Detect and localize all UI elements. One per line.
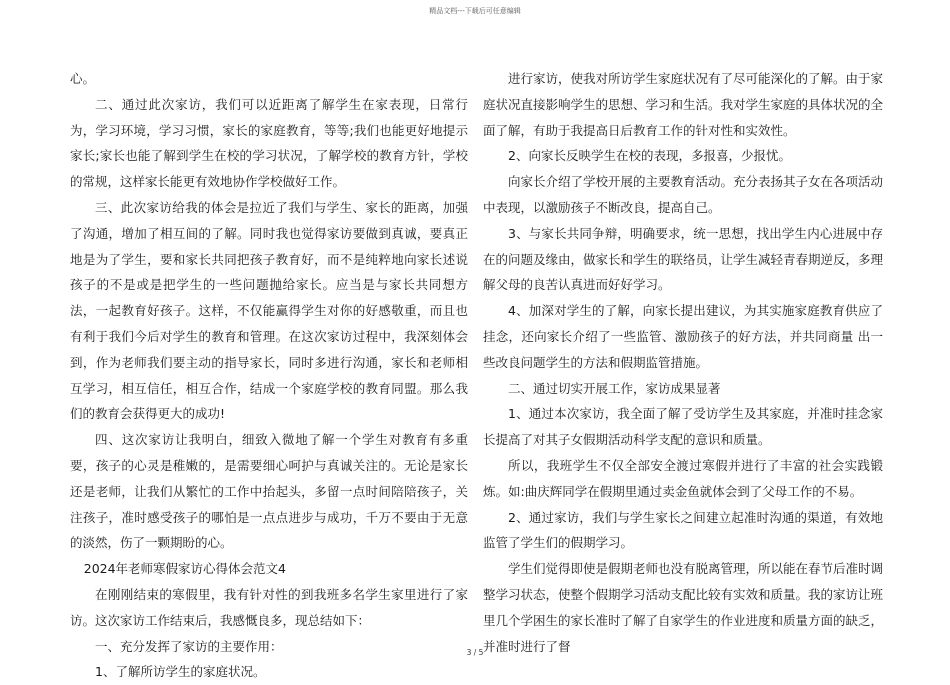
paragraph: 2、向家长反映学生在校的表现，多报喜，少报忧。 [508, 148, 791, 164]
paragraph: 1、了解所访学生的家庭状况。 [95, 664, 266, 680]
paragraph: 心。 [70, 71, 96, 86]
paragraph: 二、通过此次家访，我们可以近距离了解学生在家表现，日常行为，学习环境，学习习惯，家长的家庭教育，等等;我们也能更好地提示家长;家长也能了解到学生在校的学习状况，了解学校的教育方针，学校的常规，这样家长能更有效地协作学校做好工作。 [70, 96, 468, 190]
paragraph: 2、通过家访，我们与学生家长之间建立起准时沟通的渠道，有效地监管了学生们的假期学习。 [483, 509, 883, 551]
paragraph: 3、与家长共同争辩，明确要求，统一思想，找出学生内心进展中存在的问题及缘由，做家长和学生的联络员，让学生减轻青春期逆反，多理解父母的良苦认真进而好好学习。 [483, 225, 884, 293]
paragraph: 三、此次家访给我的体会是拉近了我们与学生、家长的距离，加强了沟通，增加了相互间的了解。同时我也觉得家访要做到真诚，要真正地是为了学生，要和家长共同把孩子教育好，而不是纯粹地向家长述说孩子的不是或是把学生的一些问题抛给家长。应当是与家长共同想方法，一起教育好孩子。这样，不仅能赢得学生对你的好感敬重，而且也有利于我们今后对学生的教育和管理。在这次家访过程中，我深刻体会到，作为老师我们要主动的指导家长，同时多进行沟通，家长和老师相互学习，相互信任，相互合作，结成一个家庭学校的教育同盟。那么我们的教育会获得更大的成功! [70, 199, 468, 422]
paragraph: 2024年老师寒假家访心得体会范文4 [83, 561, 287, 577]
paragraph: 所以，我班学生不仅全部安全渡过寒假并进行了丰富的社会实践锻炼。如:曲庆辉同学在假期里通过卖金鱼就体会到了父母工作的不易。 [483, 457, 883, 499]
left-column [70, 66, 468, 685]
page-number: 3 / 5 [466, 648, 484, 657]
paragraph: 进行家访，使我对所访学生家庭状况有了尽可能深化的了解。由于家庭状况直接影响学生的思想、学习和生活。我对学生家庭的具体状况的全面了解，有助于我提高日后教育工作的针对性和实效性。 [483, 71, 884, 138]
page-header: 精品文档---下载后可任意编辑 [429, 7, 521, 15]
paragraph: 二、通过切实开展工作，家访成果显著 [508, 380, 721, 396]
paragraph: 4、加深对学生的了解，向家长提出建议，为其实施家庭教育供应了挂念，还向家长介绍了一些监管、激励孩子的好方法，并共同商量 出一些改良问题学生的方法和假期监管措施。 [483, 303, 883, 370]
paragraph: 向家长介绍了学校开展的主要教育活动。充分表扬其子女在各项活动中表现，以激励孩子不断改良，提高自己。 [483, 174, 884, 215]
paragraph: 四、这次家访让我明白，细致入微地了解一个学生对教育有多重要，孩子的心灵是稚嫩的，是需要细心呵护与真诚关注的。无论是家长还是老师，让我们从繁忙的工作中抬起头，多留一点时间陪陪孩子，关注孩子，准时感受孩子的哪怕是一点点进步与成功，千万不要由于无意的淡然，伤了一颗期盼的心。 [70, 432, 468, 551]
paragraph: 学生们觉得即使是假期老师也没有脱离管理，所以能在春节后准时调整学习状态，使整个假期学习活动支配比较有实效和质量。我的家访让班里几个学困生的家长准时了解了自家学生的作业进度和质量方面的缺乏，并准时进行了督 [483, 561, 884, 654]
paragraph: 1、通过本次家访，我全面了解了受访学生及其家庭，并准时挂念家长提高了对其子女假期活动科学支配的意识和质量。 [483, 406, 883, 448]
paragraph: 一、充分发挥了家访的主要作用： [95, 638, 283, 654]
right-column [483, 66, 883, 659]
paragraph: 在刚刚结束的寒假里，我有针对性的到我班多名学生家里进行了家访。这次家访工作结束后，我感慨良多，现总结如下： [70, 586, 468, 628]
